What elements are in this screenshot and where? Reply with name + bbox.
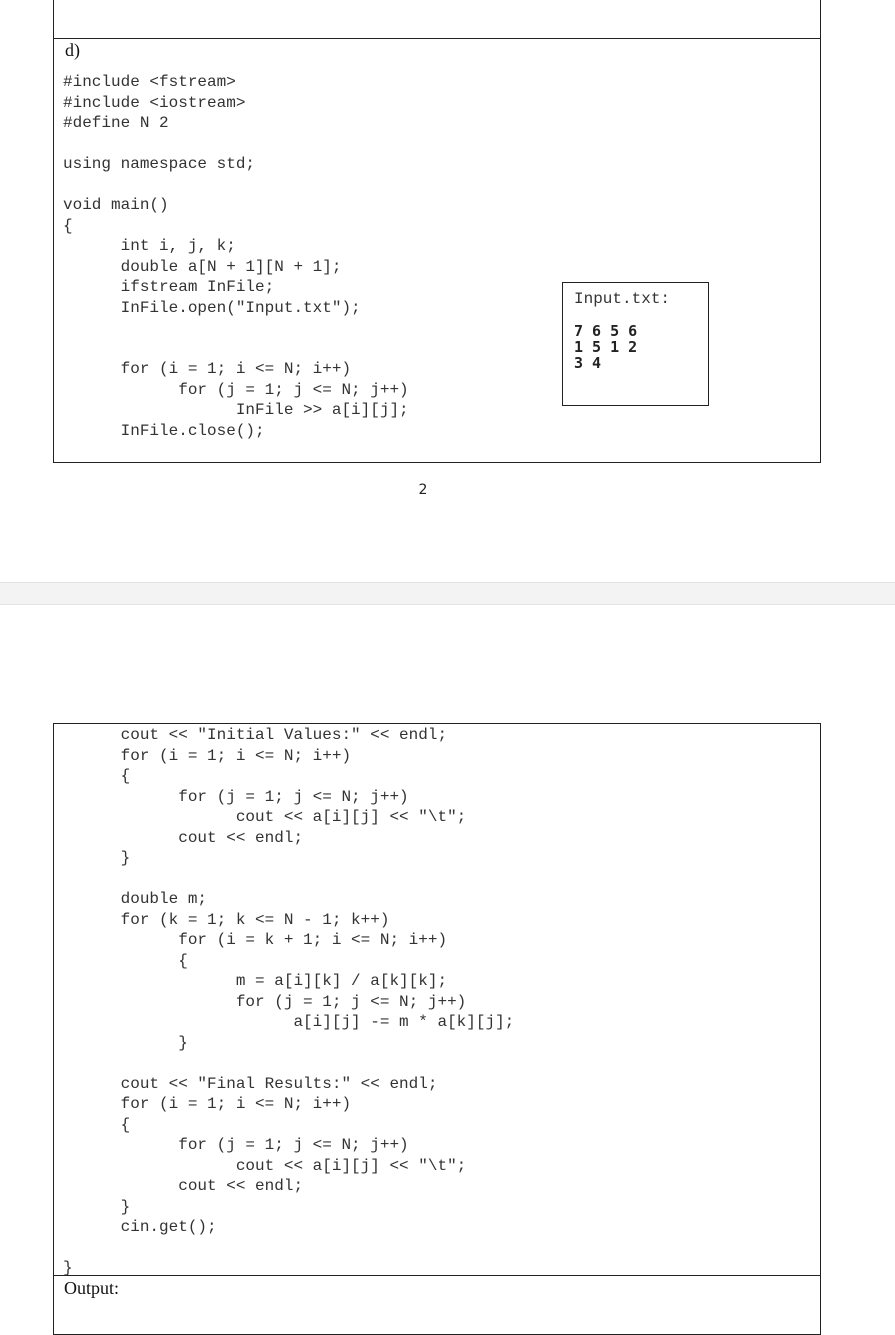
question-label: d) xyxy=(65,40,80,60)
input-file-title: Input.txt: xyxy=(574,290,671,308)
output-label: Output: xyxy=(64,1278,120,1298)
previous-answer-box xyxy=(53,0,821,39)
document-page-2 xyxy=(0,0,895,582)
input-file-data: 7 6 5 6 1 5 1 2 3 4 xyxy=(574,322,638,372)
code-listing-part2: cout << "Initial Values:" << endl; for (i = 1; i <= N; i++) { for (j = 1; j <= N; j++) cout << a[i][j] << "\t"; cout << endl; } double m; for (k = 1; k <= N - 1; k++) for (i = k + 1; i <= N; i++) { m = a[i][k] / a[k][k]; for (j = 1; j <= N; j++) a[i][j] -= m * a[k][j]; } cout << "Final Results:" << endl; for (i = 1; i <= N; i++) { for (j = 1; j <= N; j++) cout << a[i][j] << "\t"; cout << endl; } cin.get(); } xyxy=(63,726,515,1277)
code-continuation-box xyxy=(53,723,821,1276)
output-box xyxy=(53,1275,821,1335)
page-separator xyxy=(0,582,895,605)
page-number: 2 xyxy=(418,482,428,498)
input-file-box xyxy=(562,282,709,406)
document-page-3 xyxy=(0,605,895,1309)
code-listing-part1: #include <fstream> #include <iostream> #define N 2 using namespace std; void main() { int i, j, k; double a[N + 1][N + 1]; ifstream InFile; InFile.open("Input.txt"); for (i = 1; i <= N; i++) for (j = 1; j <= N; j++) InFile >> a[i][j]; InFile.close(); xyxy=(63,73,409,440)
